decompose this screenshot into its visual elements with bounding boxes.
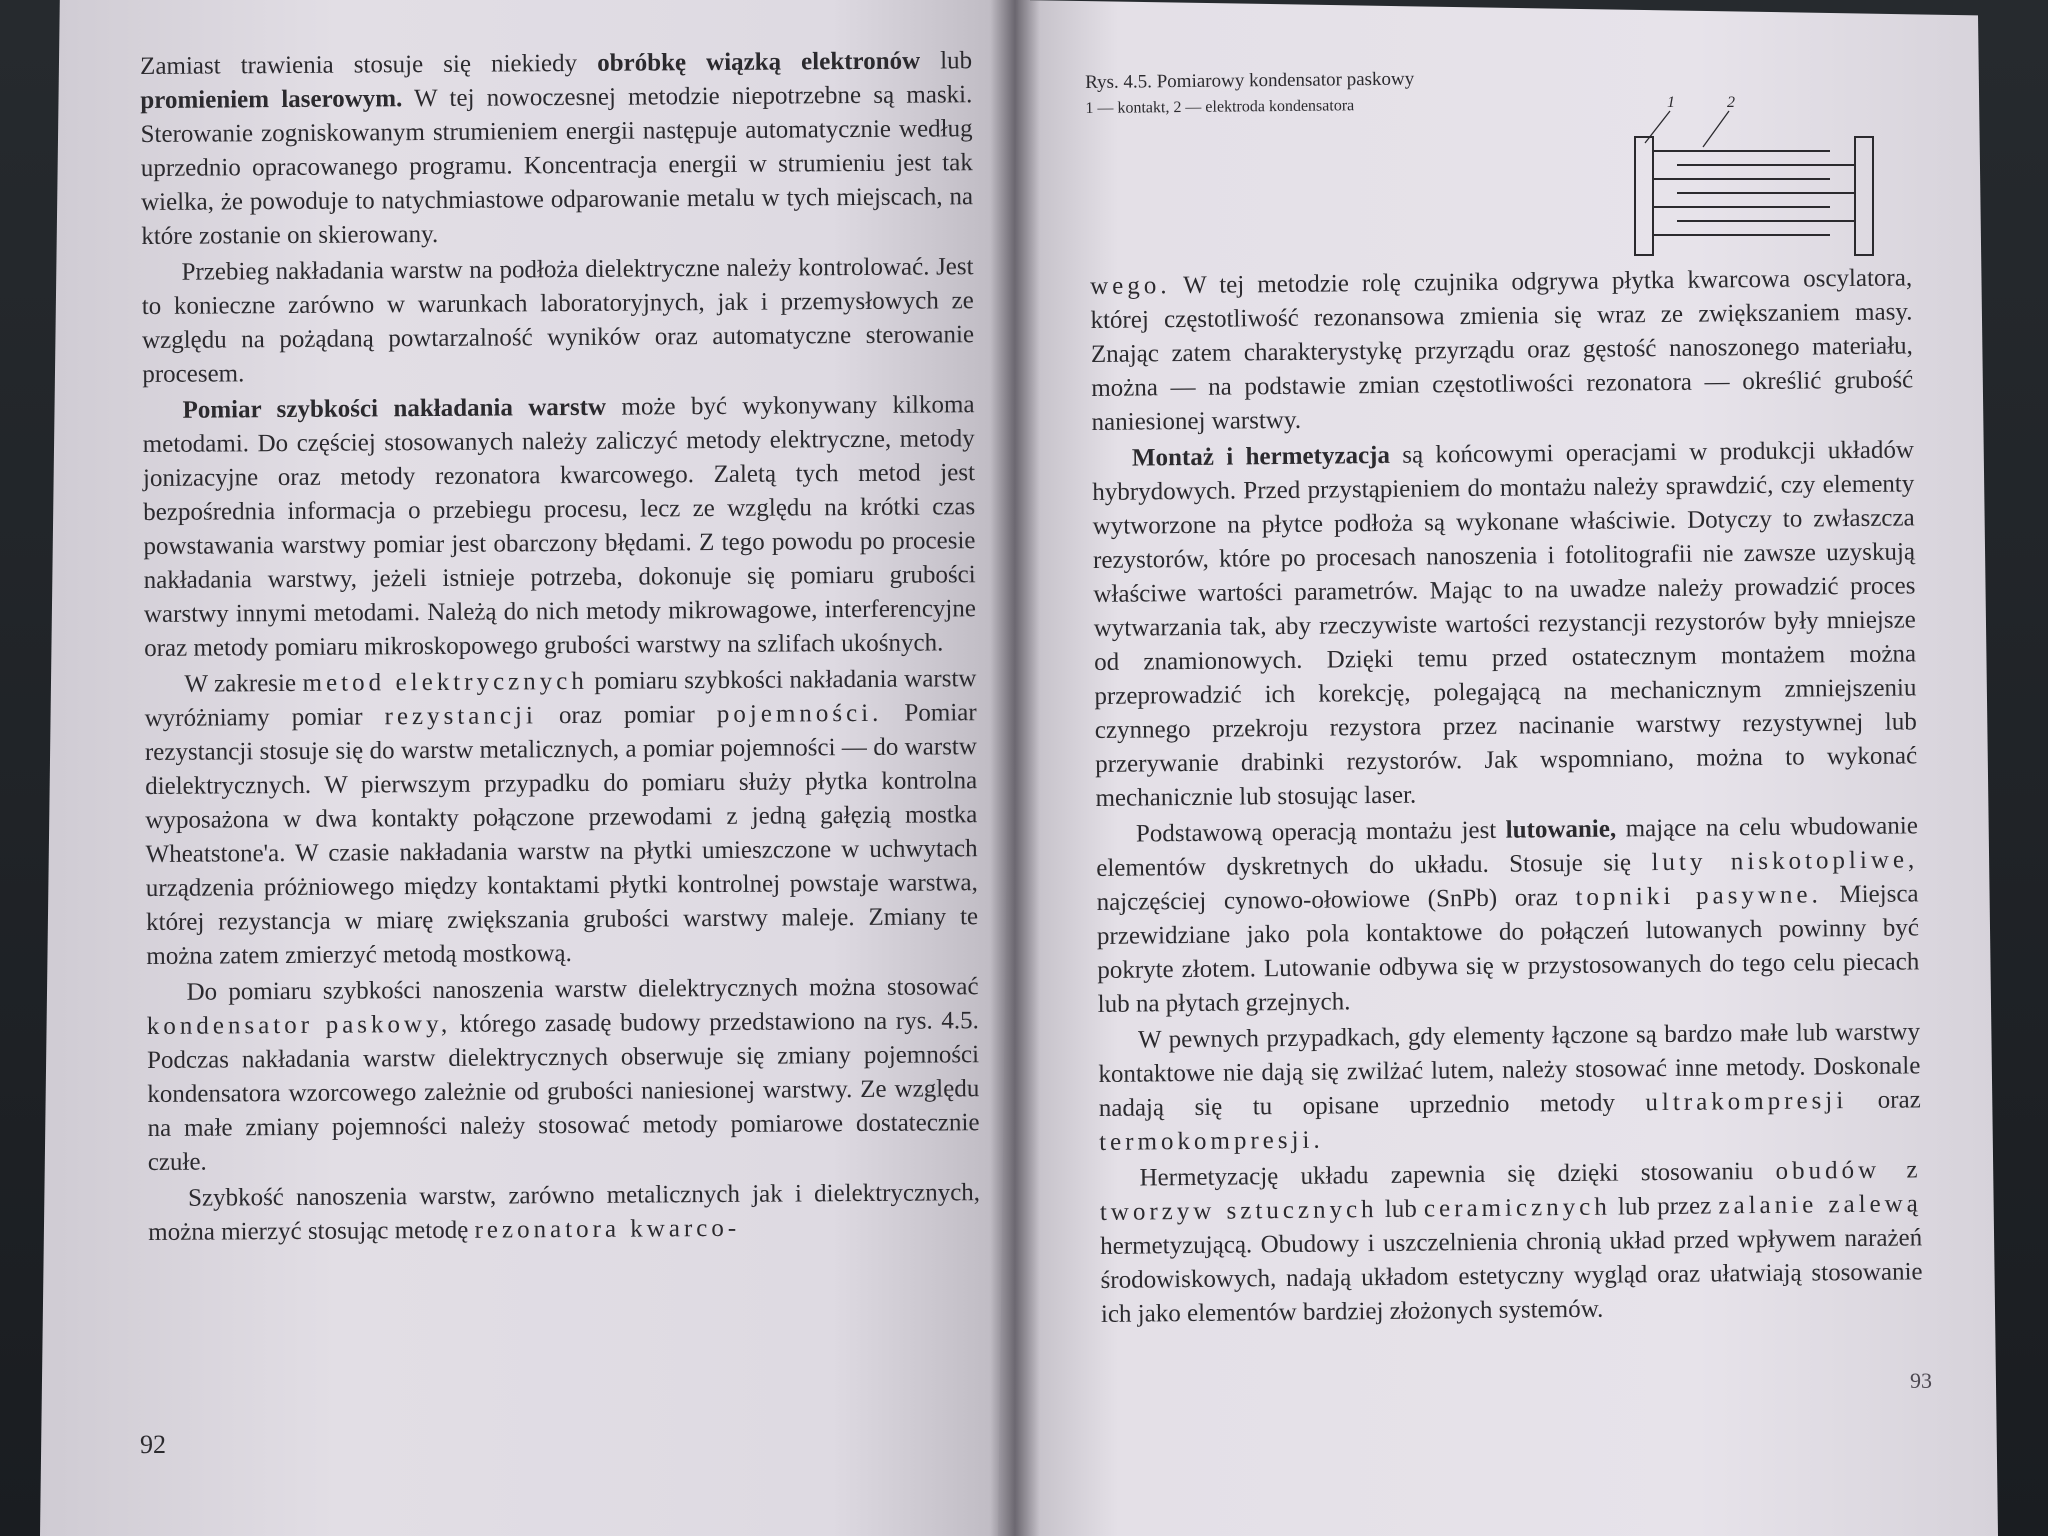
spaced-term: ultrakompresji	[1645, 1087, 1848, 1117]
text-run: oraz	[1847, 1086, 1921, 1115]
figure-label-2: 2	[1727, 94, 1735, 111]
spaced-term: zalanie zalewą	[1718, 1190, 1922, 1220]
paragraph	[1099, 1153, 1923, 1332]
figure-caption	[1085, 65, 1566, 122]
text-run: hermetyzującą. Obudowy i uszczelnienia chronią układ przed wpływem narażeń środowiskowych, nadają układom estetyczny wygląd oraz ułatwiają stosowanie ich jako elementów bardziej złożonych systemów.	[1100, 1224, 1923, 1328]
figure-caption-legend: 1 — kontakt, 2 — elektroda kondensatora	[1085, 97, 1355, 117]
paragraph	[1090, 261, 1914, 440]
text-run: lub	[920, 47, 973, 75]
text-run: Przebieg nakładania warstw na podłoża dielektryczne należy kontrolować. Jest to konieczne zarówno w warunkach laboratoryjnych, jak i przemysłowych ze względu na pożądaną powtarzalność wyników oraz automatyczne sterowanie procesem.	[141, 253, 975, 388]
figure-caption-title: Rys. 4.5. Pomiarowy kondensator paskowy	[1085, 68, 1415, 93]
text-run: mające na celu wbudowanie elementów dyskretnych do układu. Stosuje się	[1096, 812, 1918, 882]
text-run: Hermetyzację układu zapewnia się dzięki stosowaniu	[1139, 1157, 1776, 1192]
paragraph	[146, 970, 979, 1180]
text-run: Do pomiaru szybkości nanoszenia warstw dielektrycznych można stosować	[186, 973, 979, 1006]
text-run: Podstawową operacją montażu jest	[1135, 816, 1506, 848]
contact-left	[1635, 137, 1653, 255]
figure-label-1: 1	[1667, 94, 1675, 111]
spaced-term: obudów z tworzyw sztucznych	[1099, 1156, 1922, 1226]
capacitor-electrodes	[1653, 151, 1855, 235]
text-run: Szybkość nanoszenia warstw, zarówno metalicznych jak i dielektrycznych, można mierzyć stosując metodę	[148, 1179, 981, 1246]
page-number-left: 92	[140, 1430, 166, 1459]
text-run: Pomiar rezystancji stosuje się do warstw metalicznych, a pomiar pojemności — do warstw dielektrycznych. W pierwszym przypadku do pomiaru służy płytka kontrolna wyposażona w dwa kontakty połączone przewodami z jedną gałęzią mostka Wheatstone'a. W czasie nakładania warstw na płytki umieszczone w uchwytach urządzenia próżniowego między kontaktami płytki kontrolnej powstaje warstwa, której rezystancja w miarę zwiększania grubości warstwy maleje. Zmiany te można zatem zmierzyć metodą mostkową.	[144, 699, 979, 970]
paragraph	[148, 1176, 980, 1250]
text-run: lub	[1377, 1195, 1425, 1224]
text-run: W pewnych przypadkach, gdy elementy łączone są bardzo małe lub warstwy kontaktowe nie dają się zwilżać lutem, należy stosować inne metody. Doskonale nadają się tu opisane uprzednio metody	[1098, 1018, 1921, 1122]
spaced-term: rezonatora kwarco-	[474, 1214, 741, 1244]
text-run: może być wykonywany kilkoma metodami. Do częściej stosowanych należy zaliczyć metody elektryczne, metody jonizacyjne oraz metody rezonatora kwarcowego. Zaletą tych metod jest bezpośrednia informacja o przebiegu procesu, lecz ze względu na krótki czas powstawania warstwy pomiar jest obarczony błędami. Z tego powodu po procesie nakładania warstwy, jeżeli istnieje potrzeba, dokonuje się pomiaru grubości warstwy innymi metodami. Należą do nich metody mikrowagowe, interferencyjne oraz metody pomiaru mikroskopowego grubości warstwy na szlifach ukośnych.	[142, 391, 977, 662]
paragraph	[142, 388, 976, 666]
text-run: najczęściej cynowo-ołowiowe (SnPb) oraz	[1096, 883, 1576, 916]
right-page-text	[1090, 261, 1923, 1334]
spaced-term: termokompresji.	[1098, 1126, 1324, 1156]
bold-term: Montaż i hermetyzacja	[1131, 441, 1391, 472]
text-run: pomiaru szybkości nakładania warstw wyróżniamy pomiar	[144, 665, 977, 732]
book-gutter	[990, 0, 1040, 1536]
contact-right	[1855, 137, 1873, 255]
spaced-term: rezystancji	[384, 702, 537, 731]
text-run: Zamiast trawienia stosuje się niekiedy	[140, 49, 598, 80]
spaced-term: ceramicznych	[1423, 1193, 1611, 1223]
text-run: Miejsca przewidziane jako pola kontaktowe do połączeń lutowanych powinny być pokryte złotem. Lutowanie odbywa się w przystosowanych do tego celu piecach lub na płytach grzejnych.	[1096, 880, 1920, 1018]
text-run: W tej nowoczesnej metodzie niepotrzebne są maski. Sterowanie zogniskowanym strumieniem energii następuje automatycznie według uprzednio opracowanego programu. Koncentracja energii w strumieniu jest tak wielka, że powoduje to natychmiastowe odparowanie metalu w tych miejscach, na które zostanie on skierowany.	[140, 81, 974, 250]
bold-term: promieniem laserowym.	[140, 85, 403, 114]
spaced-term: pojemności.	[716, 699, 883, 728]
spaced-term: luty niskotopliwe,	[1651, 846, 1919, 877]
bold-term: Pomiar szybkości nakładania warstw	[182, 393, 607, 424]
text-run: W tej metodzie rolę czujnika odgrywa płytka kwarcowa oscylatora, której częstotliwość rezonansowa zmienia się wraz ze zwiększaniem masy. Znając zatem charakterystykę przyrządu oraz gęstość nanoszonego materiału, można — na podstawie zmian częstotliwości rezonatora — określić grubość naniesionej warstwy.	[1090, 264, 1914, 436]
page-number-right: 93	[1910, 1368, 1932, 1393]
strip-capacitor-figure	[1625, 85, 1885, 265]
text-run: lub przez	[1610, 1192, 1719, 1221]
spaced-term: metod elektrycznych	[302, 667, 588, 697]
spaced-term: topniki pasywne.	[1575, 881, 1822, 911]
paragraph	[1096, 809, 1920, 1022]
left-page-text	[140, 44, 980, 1252]
text-run: W zakresie	[184, 669, 303, 698]
spaced-term: wego.	[1090, 272, 1171, 300]
bold-term: obróbkę wiązką elektronów	[597, 47, 921, 77]
paragraph	[141, 250, 974, 392]
text-run: którego zasadę budowy przedstawiono na rys. 4.5. Podczas nakładania warstw dielektrycznych obserwuje się zmiany pojemności kondensatora wzorcowego zależnie od grubości naniesionej warstwy. Ze względu na małe zmiany pojemności należy stosować metody pomiarowe dostatecznie czułe.	[146, 1007, 980, 1176]
paragraph	[1092, 433, 1918, 816]
text-run: oraz pomiar	[536, 700, 717, 730]
text-run: są końcowymi operacjami w produkcji układów hybrydowych. Przed przystąpieniem do montażu należy sprawdzić, czy elementy wytworzone na płytce podłoża są wykonane właściwie. Dotyczy to zwłaszcza rezystorów, które po procesach nanoszenia i fotolitografii nie zawsze uzyskują właściwe wartości parametrów. Mając to na uwadze należy prowadzić proces wytwarzania tak, aby rzeczywiste wartości rezystancji rezystorów były mniejsze od znamionowych. Dzięki temu przed ostatecznym montażem można przeprowadzić ich korekcję, polegającą na mechanicznym zmniejszeniu czynnego przekroju rezystora przez nacinanie warstwy rezystywnej lub przerywanie drabinki rezystorów. Jak wspomniano, można to wykonać mechanicznie lub stosując laser.	[1092, 436, 1918, 812]
paragraph	[144, 662, 978, 974]
bold-term: lutowanie,	[1505, 815, 1617, 844]
paragraph	[140, 44, 973, 254]
spaced-term: kondensator paskowy,	[146, 1010, 452, 1040]
paragraph	[1098, 1015, 1921, 1160]
